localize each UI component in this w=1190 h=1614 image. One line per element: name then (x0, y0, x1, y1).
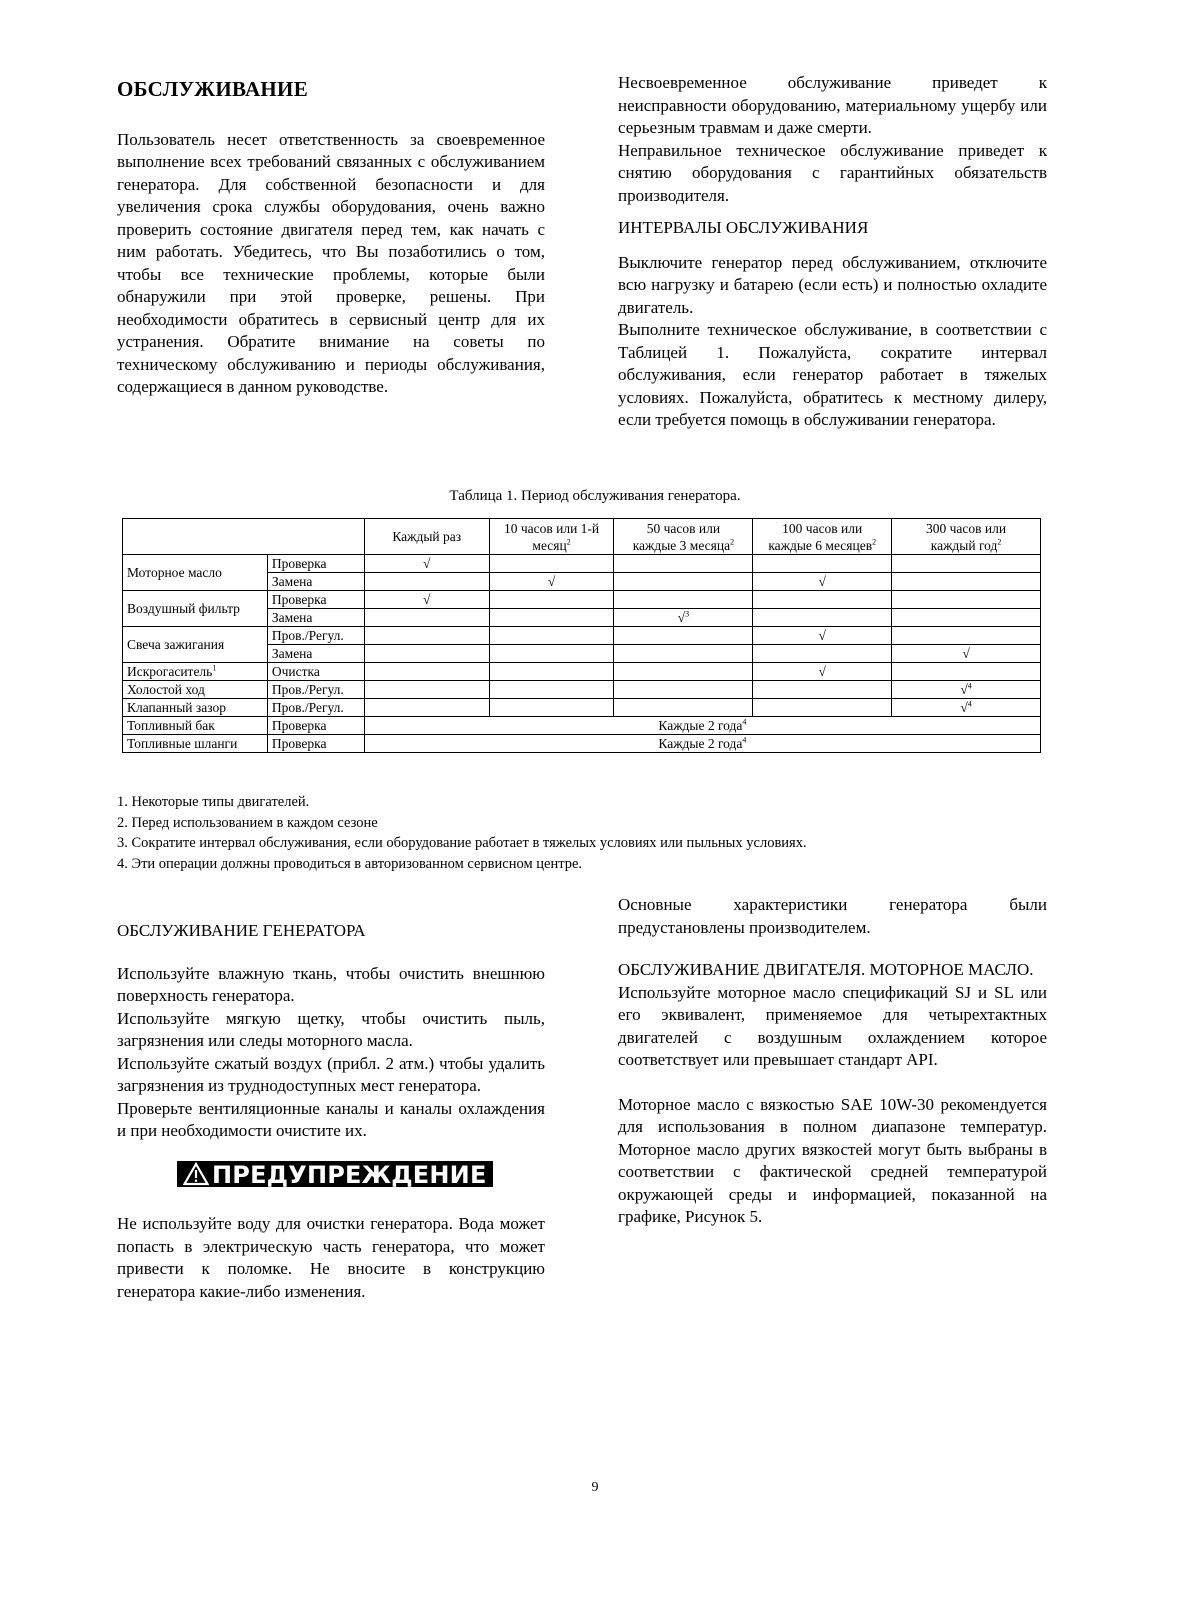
header-300h: 300 часов или каждый год$^2$ (892, 519, 1041, 555)
op-replace: Замена (267, 609, 364, 627)
check-mark: √ (892, 645, 1041, 663)
check-mark: √ (753, 663, 892, 681)
table-header-row (123, 519, 1041, 555)
check-mark: √ (489, 573, 614, 591)
check-mark: √ (753, 627, 892, 645)
intro-paragraph: Пользователь несет ответственность за своевременное выполнение всех требований связанных с обслуживанием генератора. Для собственной безопасности и для увеличения срока службы оборудования, очень важно проверить состояние двигателя перед тем, как начать с ним работать. Убедитесь, что Вы позаботились о том, чтобы все технические проблемы, которые были обнаружили при этой проверке, решены. При необходимости обратитесь в сервисный центр для их устранения. Обратите внимание на советы по техническому обслуживанию и периоды обслуживания, содержащиеся в данном руководстве. (117, 129, 545, 396)
gen-paragraph-1: Используйте влажную ткань, чтобы очистить внешнюю поверхность генератора. (117, 963, 545, 1005)
item-fuel-hoses: Топливные шланги (123, 735, 268, 753)
warning-text: ПРЕДУПРЕЖДЕНИЕ (212, 1160, 487, 1189)
maintenance-table (122, 518, 1041, 753)
op-adjust: Пров./Регул. (267, 627, 364, 645)
header-empty (123, 519, 365, 555)
table-row (123, 699, 1041, 717)
every-2-years: Каждые 2 года$^4$ (364, 735, 1040, 753)
warning-label (177, 1161, 493, 1188)
generator-section (117, 894, 545, 1303)
table-row (123, 663, 1041, 681)
engine-paragraph-2: Моторное масло с вязкостью SAE 10W-30 рекомендуется для использования в полном диапазоне температур. Моторное масло других вязкостей могут быть выбраны в соответствии с фактической средней температурой окружающей среды и информацией, показанной на графике, Рисунок 5. (618, 1094, 1047, 1226)
footnote: 4. Эти операции должны проводиться в авторизованном сервисном центре. (117, 855, 583, 872)
footnote: 3. Сократите интервал обслуживания, если оборудование работает в тяжелых условиях или пыльных условиях. (117, 835, 807, 852)
header-100h: 100 часов или каждые 6 месяцев$^2$ (753, 519, 892, 555)
item-idle: Холостой ход (123, 681, 268, 699)
gen-paragraph-3: Используйте сжатый воздух (прибл. 2 атм.) чтобы удалить загрязнения из труднодоступных мест генератора. (117, 1053, 545, 1095)
warranty-paragraph: Неправильное техническое обслуживание приведет к снятию оборудования с гарантийных обязательств производителя. (618, 140, 1047, 205)
item-valve-clearance: Клапанный зазор (123, 699, 268, 717)
op-check: Проверка (267, 555, 364, 573)
gen-paragraph-5: Не используйте воду для очистки генератора. Вода может попасть в электрическую часть генератора, что может привести к поломке. Не вносите в конструкцию генератора какие-либо изменения. (117, 1214, 545, 1301)
engine-section (618, 894, 1047, 1229)
generator-heading: ОБСЛУЖИВАНИЕ ГЕНЕРАТОРА (117, 921, 366, 940)
footnote: 1. Некоторые типы двигателей. (117, 794, 310, 810)
op-adjust: Пров./Регул. (267, 699, 364, 717)
left-column (117, 72, 545, 399)
item-spark-plug: Свеча зажигания (123, 627, 268, 663)
engine-heading: ОБСЛУЖИВАНИЕ ДВИГАТЕЛЯ. МОТОРНОЕ МАСЛО. (618, 960, 1034, 979)
shutdown-paragraph: Выключите генератор перед обслуживанием, отключите всю нагрузку и батарею (если есть) и полностью охладите двигатель. (618, 252, 1047, 317)
engine-paragraph-0: Основные характеристики генератора были предустановлены производителем. (618, 895, 1047, 937)
warning-paragraph: Несвоевременное обслуживание приведет к неисправности оборудованию, материальному ущербу или серьезным травмам и даже смерти. (618, 73, 1047, 137)
check-mark: √$^3$ (614, 609, 753, 627)
table-caption: Таблица 1. Период обслуживания генератора. (449, 488, 741, 504)
op-check: Проверка (267, 717, 364, 735)
check-mark: √$^4$ (892, 699, 1041, 717)
table-row (123, 735, 1041, 753)
table-footnotes (117, 792, 807, 874)
item-fuel-tank: Топливный бак (123, 717, 268, 735)
table-row (123, 681, 1041, 699)
engine-paragraph-1: Используйте моторное масло спецификаций SJ и SL или его эквивалент, применяемое для четырехтактных двигателей с воздушным охлаждением которое соответствует или превышает стандарт API. (618, 982, 1047, 1069)
table-row (123, 717, 1041, 735)
check-mark: √ (753, 573, 892, 591)
intervals-heading: ИНТЕРВАЛЫ ОБСЛУЖИВАНИЯ (618, 218, 869, 237)
page-number: 9 (591, 1480, 599, 1495)
check-mark: √ (364, 555, 489, 573)
item-air-filter: Воздушный фильтр (123, 591, 268, 627)
op-clean: Очистка (267, 663, 364, 681)
page-title: ОБСЛУЖИВАНИЕ (117, 77, 309, 101)
check-mark: √ (364, 591, 489, 609)
footnote: 2. Перед использованием в каждом сезоне (117, 814, 378, 831)
table-row (123, 627, 1041, 645)
header-10h: 10 часов или 1-й месяц$^2$ (489, 519, 614, 555)
every-2-years: Каждые 2 года$^4$ (364, 717, 1040, 735)
table-row (123, 555, 1041, 573)
op-adjust: Пров./Регул. (267, 681, 364, 699)
item-oil: Моторное масло (123, 555, 268, 591)
schedule-paragraph: Выполните техническое обслуживание, в соответствии с Таблицей 1. Пожалуйста, сократите интервал обслуживания, если генератор работает в тяжелых условиях. Пожалуйста, обратитесь к местному дилеру, если требуется помощь в обслуживании генератора. (618, 320, 1047, 429)
gen-paragraph-2: Используйте мягкую щетку, чтобы очистить пыль, загрязнения или следы моторного масла. (117, 1008, 545, 1050)
op-check: Проверка (267, 735, 364, 753)
table-row (123, 591, 1041, 609)
item-spark-arrester: Искрогаситель$^1$ (123, 663, 268, 681)
op-replace: Замена (267, 573, 364, 591)
header-50h: 50 часов или каждые 3 месяца$^2$ (614, 519, 753, 555)
op-check: Проверка (267, 591, 364, 609)
header-each-time: Каждый раз (364, 519, 489, 555)
op-replace: Замена (267, 645, 364, 663)
check-mark: √$^4$ (892, 681, 1041, 699)
warning-triangle-icon (183, 1162, 209, 1186)
gen-paragraph-4: Проверьте вентиляционные каналы и каналы охлаждения и при необходимости очистите их. (117, 1098, 545, 1140)
right-column (618, 72, 1047, 432)
